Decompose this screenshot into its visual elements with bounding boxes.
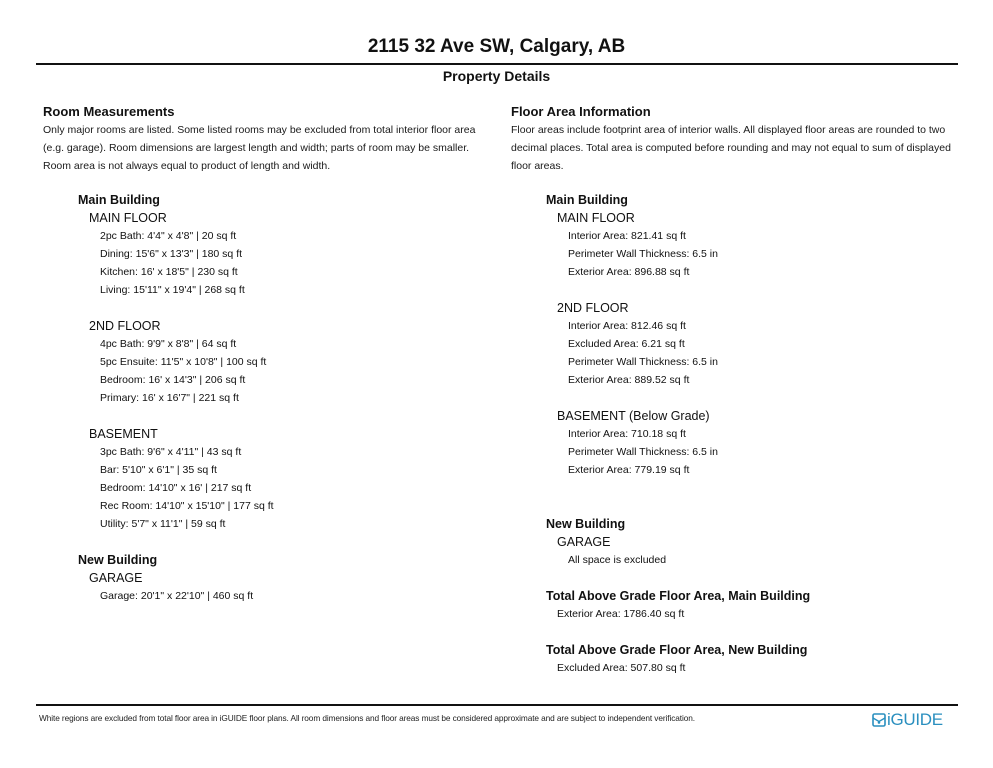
building-new: [546, 515, 966, 569]
total-main-building: [546, 587, 966, 623]
area-item: Perimeter Wall Thickness: 6.5 in: [568, 248, 718, 260]
room-item: 4pc Bath: 9'9" x 8'8" | 64 sq ft: [100, 338, 237, 350]
building-title: Main Building: [78, 193, 160, 207]
room-item: Kitchen: 16' x 18'5" | 230 sq ft: [100, 266, 238, 278]
total-value: Excluded Area: 507.80 sq ft: [557, 662, 686, 674]
room-item: Bar: 5'10" x 6'1" | 35 sq ft: [100, 464, 217, 476]
floor-title: 2ND FLOOR: [557, 301, 629, 315]
floor-title: BASEMENT (Below Grade): [557, 409, 710, 423]
room-measurements-heading: Room Measurements: [43, 104, 175, 119]
page-subtitle: Property Details: [442, 68, 551, 84]
floor-title: GARAGE: [557, 535, 611, 549]
room-item: Bedroom: 16' x 14'3" | 206 sq ft: [100, 374, 246, 386]
floor-garage: [557, 533, 966, 569]
room-item: 2pc Bath: 4'4" x 4'8" | 20 sq ft: [100, 230, 237, 242]
area-item: Perimeter Wall Thickness: 6.5 in: [568, 446, 718, 458]
page-title: 2115 32 Ave SW, Calgary, AB: [367, 36, 626, 57]
room-item: Utility: 5'7" x 11'1" | 59 sq ft: [100, 518, 226, 530]
building-main: [546, 191, 966, 479]
total-title: Total Above Grade Floor Area, New Building: [546, 643, 808, 657]
room-item: Rec Room: 14'10" x 15'10" | 177 sq ft: [100, 500, 274, 512]
header-divider: [36, 63, 958, 65]
room-item: Primary: 16' x 16'7" | 221 sq ft: [100, 392, 239, 404]
building-main: [78, 191, 498, 533]
area-item: Interior Area: 710.18 sq ft: [568, 428, 686, 440]
room-item: Bedroom: 14'10" x 16' | 217 sq ft: [100, 482, 252, 494]
floor-basement: [557, 407, 966, 479]
floor-garage: [89, 569, 498, 605]
room-item: Living: 15'11" x 19'4" | 268 sq ft: [100, 284, 245, 296]
room-measurements-description: Only major rooms are listed. Some listed rooms may be excluded from total interior floor area (e.g. garage). Room dimensions are largest length and width; parts of room may be smaller. Room area is not always equal to product of length and width.: [43, 124, 476, 172]
area-item: Interior Area: 812.46 sq ft: [568, 320, 686, 332]
area-item: Excluded Area: 6.21 sq ft: [568, 338, 685, 350]
total-title: Total Above Grade Floor Area, Main Building: [546, 589, 811, 603]
building-title: Main Building: [546, 193, 628, 207]
floor-title: GARAGE: [89, 571, 143, 585]
building-title: New Building: [546, 517, 626, 531]
area-item: Interior Area: 821.41 sq ft: [568, 230, 686, 242]
room-item: 5pc Ensuite: 11'5" x 10'8" | 100 sq ft: [100, 356, 267, 368]
area-item: Exterior Area: 779.19 sq ft: [568, 464, 690, 476]
floor-2nd: [89, 317, 498, 407]
iguide-logo: [872, 710, 943, 730]
building-new: [78, 551, 498, 605]
floor-2nd: [557, 299, 966, 389]
floor-main: [557, 209, 966, 281]
floor-area-description: Floor areas include footprint area of interior walls. All displayed floor areas are rounded to two decimal places. Total area is computed before rounding and may not equal to sum of displayed floor areas.: [511, 124, 951, 172]
room-item: Dining: 15'6" x 13'3" | 180 sq ft: [100, 248, 243, 260]
floor-title: 2ND FLOOR: [89, 319, 161, 333]
iguide-logo-icon: [872, 713, 886, 727]
floor-title: MAIN FLOOR: [89, 211, 167, 225]
area-item: Exterior Area: 889.52 sq ft: [568, 374, 690, 386]
room-measurements-section: [43, 103, 498, 623]
floor-basement: [89, 425, 498, 533]
floor-title: BASEMENT: [89, 427, 158, 441]
total-value: Exterior Area: 1786.40 sq ft: [557, 608, 685, 620]
area-item: Perimeter Wall Thickness: 6.5 in: [568, 356, 718, 368]
room-item: Garage: 20'1" x 22'10" | 460 sq ft: [100, 590, 254, 602]
footer-disclaimer: White regions are excluded from total floor area in iGUIDE floor plans. All room dimensions and floor areas must be considered approximate and are subject to independent verification.: [39, 713, 695, 723]
area-item: All space is excluded: [568, 554, 667, 566]
floor-area-section: [511, 103, 966, 695]
floor-area-heading: Floor Area Information: [511, 104, 651, 119]
area-item: Exterior Area: 896.88 sq ft: [568, 266, 690, 278]
total-new-building: [546, 641, 966, 677]
footer-divider: [36, 704, 958, 706]
building-title: New Building: [78, 553, 158, 567]
iguide-logo-text: iGUIDE: [887, 710, 943, 729]
floor-title: MAIN FLOOR: [557, 211, 635, 225]
room-item: 3pc Bath: 9'6" x 4'11" | 43 sq ft: [100, 446, 242, 458]
floor-main: [89, 209, 498, 299]
